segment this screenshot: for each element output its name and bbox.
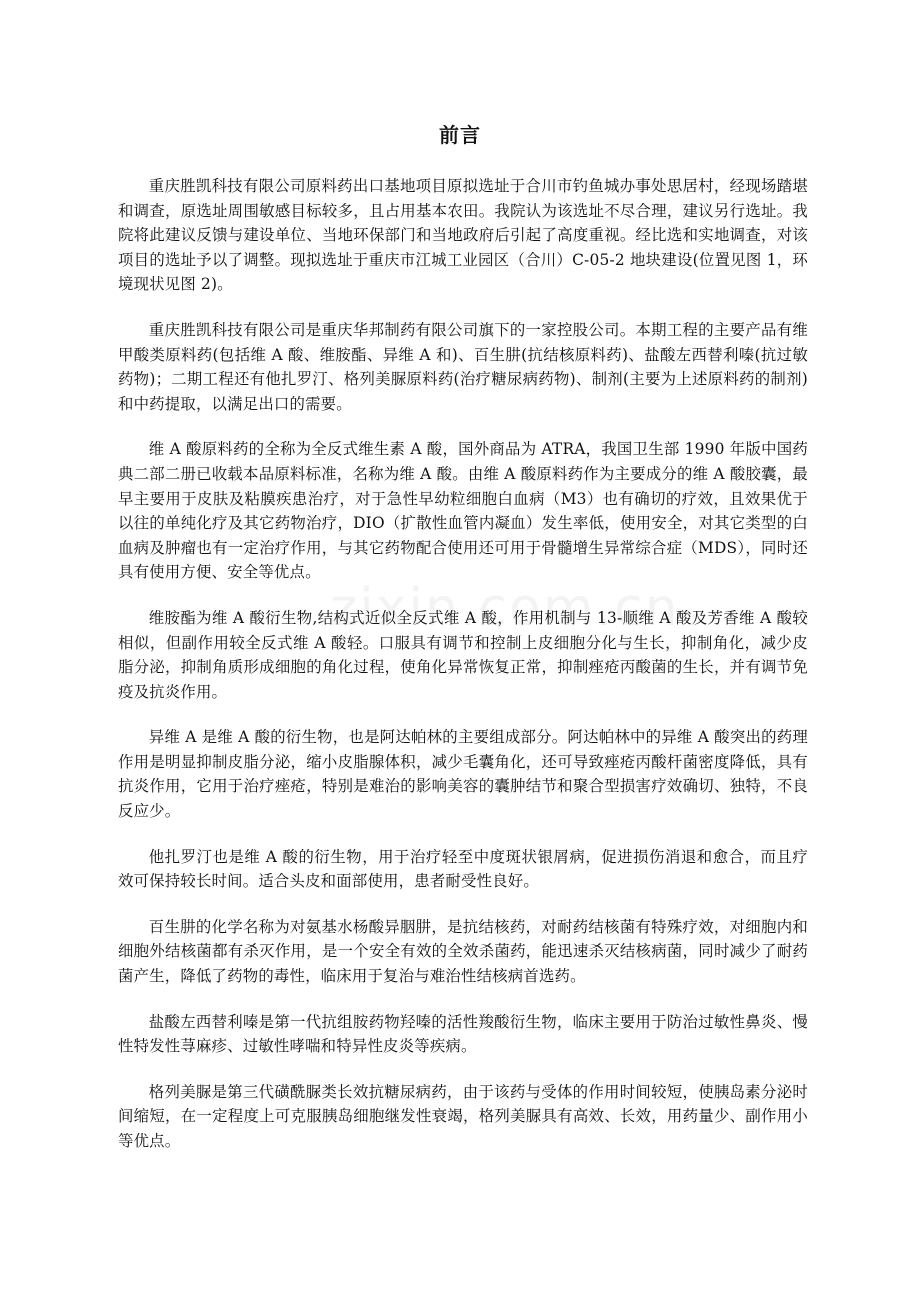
paragraph-company-products: 重庆胜凯科技有限公司是重庆华邦制药有限公司旗下的一家控股公司。本期工程的主要产品有维甲酸类原料药(包括维 A 酸、维胺酯、异维 A 和)、百生肼(抗结核原料药)、盐酸左西替利嗪(抗过敏药物)；二期工程还有他扎罗汀、格列美脲原料药(治疗糖尿病药物)、制剂(主要为上述原料药的制剂)和中药提取，以满足出口的需要。 (118, 320, 808, 413)
paragraph-tretinoin: 维 A 酸原料药的全称为全反式维生素 A 酸，国外商品为 ATRA，我国卫生部 1990 年版中国药典二部二册已收载本品原料标准，名称为维 A 酸。由维 A 酸原料药作为主要成分的维 A 酸胶囊，最早主要用于皮肤及粘膜疾患治疗，对于急性早幼粒细胞白血病（M3）也有确切的疗效，且效果优于以往的单纯化疗及其它药物治疗，DIO（扩散性血管内凝血）发生率低，使用安全，对其它类型的白血病及肿瘤也有一定治疗作用，与其它药物配合使用还可用于骨髓增生异常综合症（MDS），同时还具有使用方便、安全等优点。 (118, 440, 808, 582)
paragraph-isotretinoin: 异维 A 是维 A 酸的衍生物，也是阿达帕林的主要组成部分。阿达帕林中的异维 A 酸突出的药理作用是明显抑制皮脂分泌，缩小皮脂腺体积，减少毛囊角化，还可导致痤疮丙酸杆菌密度降低，具有抗炎作用，它用于治疗痤疮，特别是难治的影响美容的囊肿结节和聚合型损害疗效确切、独特，不良反应少。 (118, 728, 808, 821)
paragraph-site-selection: 重庆胜凯科技有限公司原料药出口基地项目原拟选址于合川市钓鱼城办事处思居村，经现场踏堪和调查，原选址周围敏感目标较多，且占用基本农田。我院认为该选址不尽合理，建议另行选址。我院将此建议反馈与建设单位、当地环保部门和当地政府后引起了高度重视。经比选和实地调查，对该项目的选址予以了调整。现拟选址于重庆市江城工业园区（合川）C-05-2 地块建设(位置见图 1，环境现状见图 2)。 (118, 177, 808, 294)
paragraph-levocetirizine: 盐酸左西替利嗪是第一代抗组胺药物羟嗪的活性羧酸衍生物，临床主要用于防治过敏性鼻炎、慢性特发性荨麻疹、过敏性哮喘和特异性皮炎等疾病。 (118, 1012, 808, 1056)
document-body (118, 174, 808, 1175)
paragraph-pasiniazid: 百生肼的化学名称为对氨基水杨酸异胭肼，是抗结核药，对耐药结核菌有特殊疗效，对细胞内和细胞外结核菌都有杀灭作用，是一个安全有效的全效杀菌药，能迅速杀灭结核病菌，同时减少了耐药菌产生，降低了药物的毒性，临床用于复治与难治性结核病首选药。 (118, 917, 808, 986)
document-title: 前言 (439, 123, 481, 147)
paragraph-glimepiride: 格列美脲是第三代磺酰脲类长效抗糖尿病药，由于该药与受体的作用时间较短，使胰岛素分泌时间缩短，在一定程度上可克服胰岛细胞继发性衰竭，格列美脲具有高效、长效，用药量少、副作用小等优点。 (118, 1082, 808, 1150)
paragraph-viaminate: 维胺酯为维 A 酸衍生物,结构式近似全反式维 A 酸，作用机制与 13-顺维 A 酸及芳香维 A 酸较相似，但副作用较全反式维 A 酸轻。口服具有调节和控制上皮细胞分化与生长，抑制角化，减少皮脂分泌，抑制角质形成细胞的角化过程，使角化异常恢复正常，抑制痤疮丙酸菌的生长，并有调节免疫及抗炎作用。 (118, 608, 808, 701)
paragraph-tazarotene: 他扎罗汀也是维 A 酸的衍生物，用于治疗轻至中度斑状银屑病，促进损伤消退和愈合，而且疗效可保持较长时间。适合头皮和面部使用，患者耐受性良好。 (118, 847, 808, 891)
